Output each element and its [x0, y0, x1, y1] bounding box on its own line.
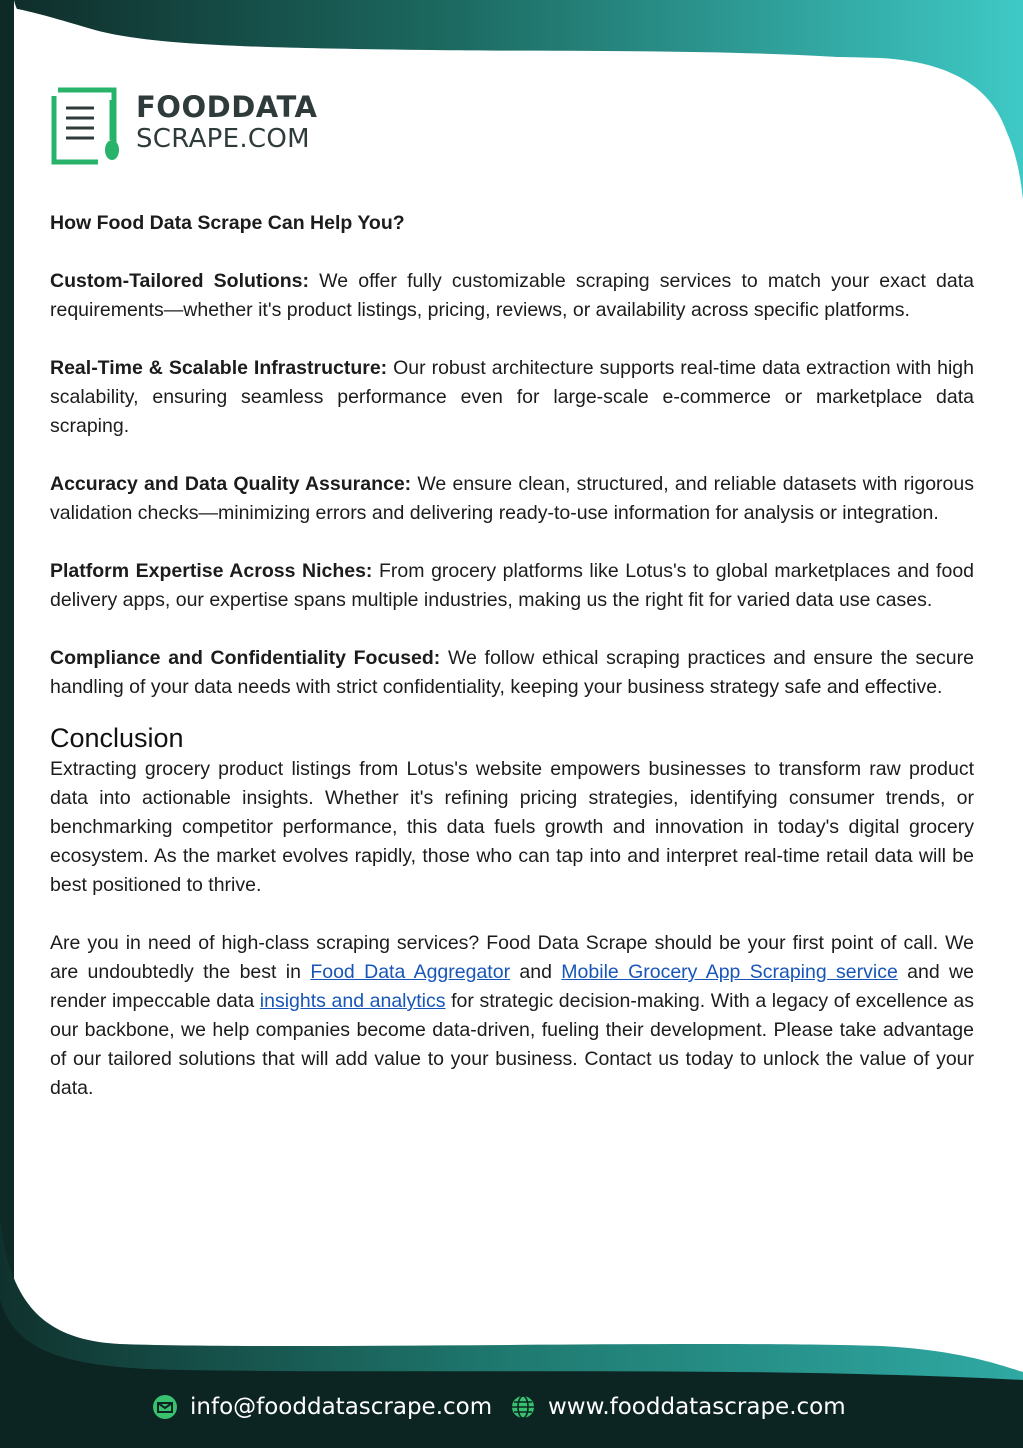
cta-text: Are you in need of high-class scraping services? Food Data Scrape should be your first point of call. We are undoubtedly the best in [50, 932, 974, 983]
email-address[interactable]: info@fooddatascrape.com [190, 1394, 493, 1420]
globe-icon [510, 1394, 536, 1420]
main-content [50, 209, 974, 1103]
mail-icon [152, 1394, 178, 1420]
mobile-grocery-app-scraping-link[interactable]: Mobile Grocery App Scraping service [561, 961, 898, 983]
email-contact[interactable] [152, 1394, 492, 1420]
benefit-title: Platform Expertise Across Niches: [50, 560, 373, 582]
company-logo [50, 84, 340, 170]
benefit-paragraph [50, 557, 974, 615]
benefit-paragraph [50, 470, 974, 528]
section-heading: How Food Data Scrape Can Help You? [50, 212, 405, 234]
insights-and-analytics-link[interactable]: insights and analytics [259, 990, 446, 1012]
conclusion-paragraph: Extracting grocery product listings from Lotus's website empowers businesses to transform raw product data into actionable insights. Whether it's refining pricing strategies, identifying consumer trends, or benchmarking competitor performance, this data fuels growth and innovation in today's digital grocery ecosystem. As the market evolves rapidly, those who can tap into and interpret real-time retail data will be best positioned to thrive. [50, 758, 974, 896]
logo-wordmark-bottom: SCRAPE.COM [136, 124, 310, 154]
benefit-text: From grocery platforms like Lotus's to global marketplaces and food delivery apps, our expertise spans multiple industries, making us the right fit for varied data use cases. [50, 560, 975, 611]
cta-text: for strategic decision-making. With a legacy of excellence as our backbone, we help companies become data-driven, fueling their development. Please take advantage of our tailored solutions that will add value to your business. Contact us today to unlock the value of your data. [50, 990, 974, 1099]
benefit-text: We follow ethical scraping practices and ensure the secure handling of your data needs with strict confidentiality, keeping your business strategy safe and effective. [50, 647, 974, 698]
food-data-aggregator-link[interactable]: Food Data Aggregator [310, 961, 511, 983]
benefit-title: Custom-Tailored Solutions: [50, 270, 309, 292]
cta-text: and [510, 961, 562, 983]
logo-wordmark-top: FOODDATA [136, 90, 318, 124]
benefit-paragraph [50, 267, 974, 325]
menu-fork-icon [50, 84, 124, 168]
benefit-title: Compliance and Confidentiality Focused: [50, 647, 441, 669]
conclusion-heading: Conclusion [50, 723, 184, 753]
benefit-text: We offer fully customizable scraping services to match your exact data requirements—whether it's product listings, pricing, reviews, or availability across specific platforms. [50, 270, 975, 321]
cta-text: and we render impeccable data [50, 961, 974, 1012]
footer-contact-bar [0, 1390, 1023, 1434]
call-to-action-paragraph [50, 929, 974, 1103]
website-url[interactable]: www.fooddatascrape.com [548, 1394, 846, 1420]
benefit-text: We ensure clean, structured, and reliable datasets with rigorous validation checks—minimizing errors and delivering ready-to-use information for analysis or integration. [50, 473, 974, 524]
benefit-text: Our robust architecture supports real-time data extraction with high scalability, ensuring seamless performance even for large-scale e-commerce or marketplace data scraping. [50, 357, 974, 437]
benefit-paragraph [50, 644, 974, 702]
website-contact[interactable] [510, 1394, 846, 1420]
benefit-paragraph [50, 354, 974, 441]
benefit-title: Accuracy and Data Quality Assurance: [50, 473, 412, 495]
benefit-title: Real-Time & Scalable Infrastructure: [50, 357, 388, 379]
